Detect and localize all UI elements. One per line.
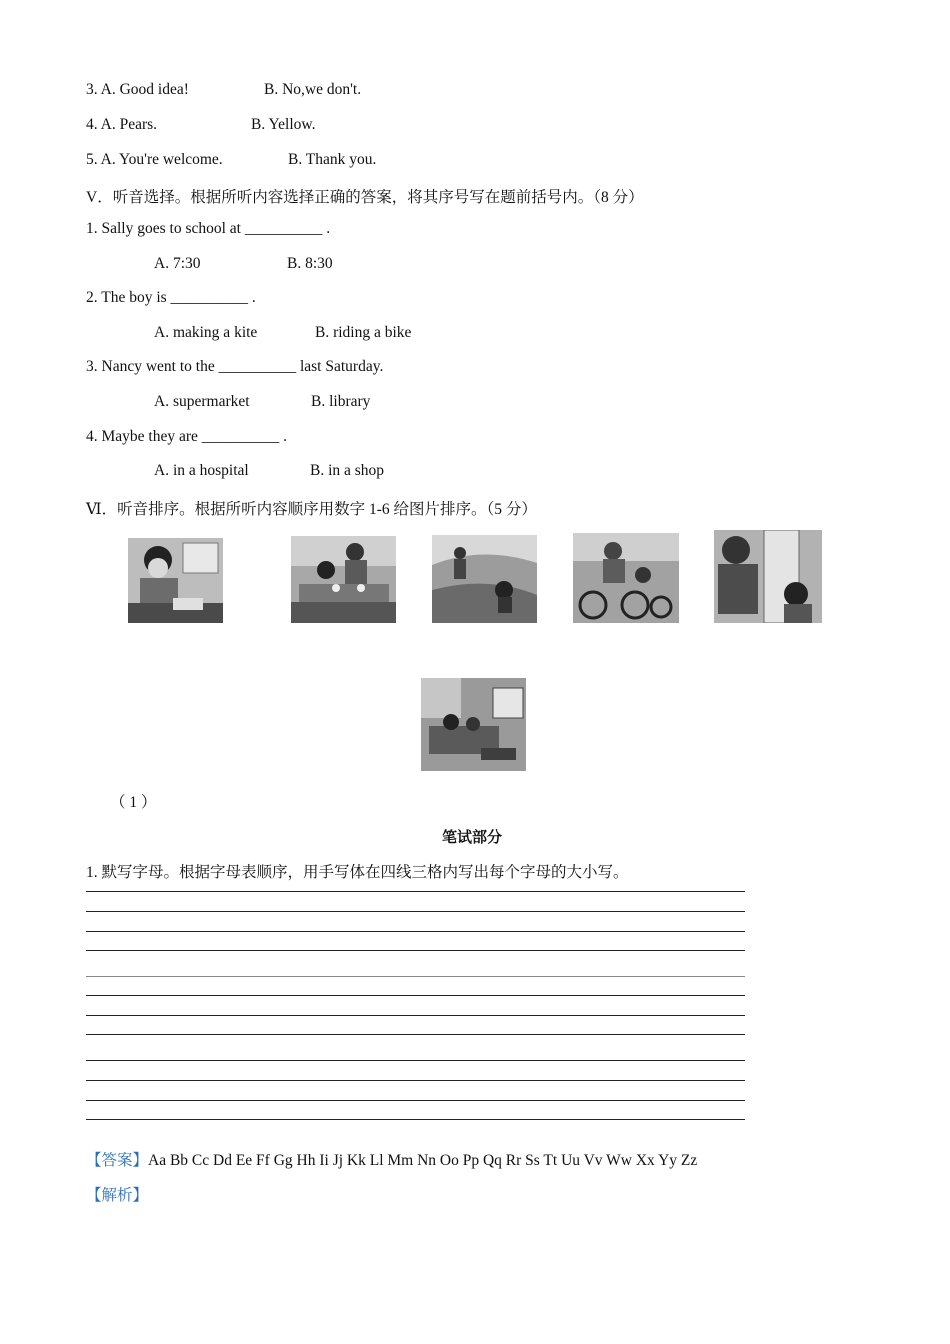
section-6-heading: Ⅵ．听音排序。根据所听内容顺序用数字 1-6 给图片排序。（5 分） bbox=[86, 501, 537, 518]
writing-line bbox=[86, 1119, 745, 1120]
writing-line bbox=[86, 950, 745, 951]
item-4-option-b: B. Yellow. bbox=[251, 116, 316, 133]
question-2-option-a: A. making a kite bbox=[154, 324, 258, 341]
writing-line bbox=[86, 911, 745, 912]
question-1-option-a: A. 7:30 bbox=[154, 255, 201, 272]
item-4-option-a: 4. A. Pears. bbox=[86, 116, 158, 133]
answer-tag: 【答案】 bbox=[86, 1152, 149, 1169]
writing-line bbox=[86, 891, 745, 892]
written-section-title: 笔试部分 bbox=[442, 828, 503, 846]
writing-line bbox=[86, 976, 745, 977]
question-2-option-b: B. riding a bike bbox=[315, 324, 412, 341]
question-2: 2. The boy is __________ . bbox=[86, 289, 256, 306]
analysis-tag: 【解析】 bbox=[86, 1187, 149, 1204]
item-5-option-a: 5. A. You're welcome. bbox=[86, 151, 223, 168]
family-living-room-image bbox=[421, 678, 526, 771]
answer-text: Aa Bb Cc Dd Ee Ff Gg Hh Ii Jj Kk Ll Mm Nn Oo Pp Qq Rr Ss Tt Uu Vv Ww Xx Yy Zz bbox=[148, 1152, 698, 1169]
riding-bikes-image bbox=[573, 533, 679, 623]
item-3-option-b: B. No,we don't. bbox=[264, 81, 362, 98]
writing-line bbox=[86, 1015, 745, 1016]
family-meal-image bbox=[291, 536, 396, 623]
answer-line bbox=[86, 1148, 697, 1170]
item-3-option-a: 3. A. Good idea! bbox=[86, 81, 189, 98]
opening-door-image bbox=[714, 530, 822, 623]
boy-studying-image bbox=[128, 538, 223, 623]
writing-line bbox=[86, 995, 745, 996]
question-3: 3. Nancy went to the __________ last Saturday. bbox=[86, 358, 384, 375]
writing-line bbox=[86, 1060, 745, 1061]
writing-line bbox=[86, 1080, 745, 1081]
item-5-option-b: B. Thank you. bbox=[288, 151, 377, 168]
question-3-option-b: B. library bbox=[311, 393, 371, 410]
question-1-option-b: B. 8:30 bbox=[287, 255, 333, 272]
writing-line bbox=[86, 1100, 745, 1101]
question-1: 1. Sally goes to school at __________ . bbox=[86, 220, 331, 237]
writing-line bbox=[86, 1034, 745, 1035]
writing-line bbox=[86, 931, 745, 932]
question-4-option-b: B. in a shop bbox=[310, 462, 385, 479]
order-answer-label: （ 1 ） bbox=[110, 794, 157, 811]
running-outdoors-image bbox=[432, 535, 537, 623]
analysis-line bbox=[86, 1183, 148, 1205]
question-3-option-a: A. supermarket bbox=[154, 393, 250, 410]
written-question-1: 1. 默写字母。根据字母表顺序，用手写体在四线三格内写出每个字母的大小写。 bbox=[86, 864, 629, 881]
question-4-option-a: A. in a hospital bbox=[154, 462, 249, 479]
section-5-heading: V．听音选择。根据所听内容选择正确的答案，将其序号写在题前括号内。（8 分） bbox=[86, 189, 644, 206]
question-4: 4. Maybe they are __________ . bbox=[86, 428, 288, 445]
